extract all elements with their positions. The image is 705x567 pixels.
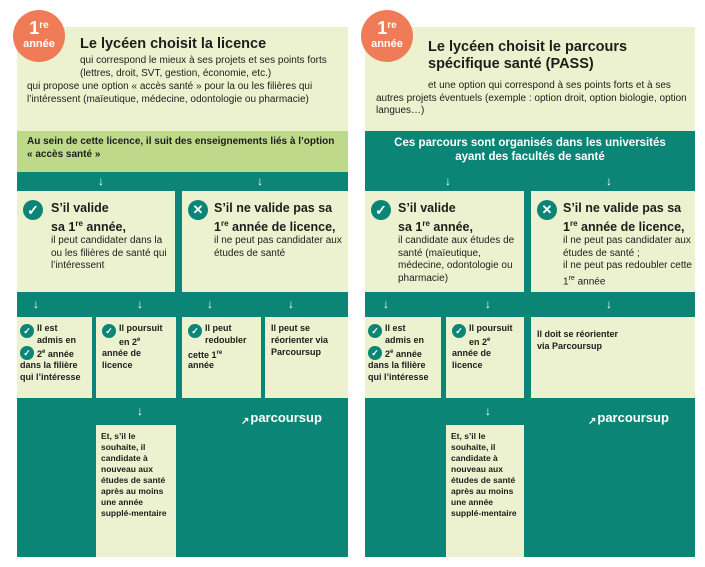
left-valid-box	[17, 191, 175, 292]
left-notvalid-text: il ne peut pas candidater aux études de santé	[214, 235, 342, 259]
right-intro: et une option qui correspond à ses points forts et à ses autres projets éventuels (exemple : option droit, option biologie, option langues…)	[376, 80, 687, 116]
right-valid-title-2: sa 1re année,	[398, 219, 473, 235]
left-notvalid-box	[182, 191, 348, 292]
right-valid-title-1: S’il valide	[398, 201, 456, 215]
left-valid-title-2: sa 1re année,	[51, 219, 126, 235]
left-valid-text: il peut candidater dans la ou les filières de santé qui l’intéressent	[51, 235, 167, 272]
parcoursup-logo: ↗parcoursup	[588, 410, 669, 427]
left-outcome-repeat: ✓ Il peut redoubler cette 1re année	[182, 317, 261, 398]
arrow-down-icon: ↓	[485, 404, 491, 418]
right-notvalid-text-2: il ne peut pas redoubler cette 1re année	[563, 260, 692, 287]
check-icon: ✓	[23, 200, 43, 220]
cross-icon: ✕	[537, 200, 557, 220]
left-notvalid-title-2: 1re année de licence,	[214, 219, 336, 235]
right-notvalid-title-1: S’il ne valide pas sa	[563, 201, 682, 215]
right-outcome-admitted: ✓ ✓ Il est admis en 2e année dans la filière qui l’intéresse	[365, 317, 441, 398]
check-icon: ✓	[188, 324, 202, 338]
arrow-down-icon: ↓	[485, 297, 491, 311]
arrow-down-icon: ↓	[383, 297, 389, 311]
left-tail-box: Et, s’il le souhaite, il candidate à nouveau aux études de santé après au moins une année supplé-mentaire	[96, 425, 176, 557]
left-strip-text: Au sein de cette licence, il suit des enseignements liés à l’option « accès santé »	[27, 136, 335, 160]
arrow-down-icon: ↓	[207, 297, 213, 311]
check-icon: ✓	[368, 346, 382, 360]
arrow-down-icon: ↓	[606, 297, 612, 311]
check-icon: ✓	[368, 324, 382, 338]
arrow-down-icon: ↓	[257, 174, 263, 188]
left-valid-title-1: S’il valide	[51, 201, 109, 215]
arrow-down-icon: ↓	[606, 174, 612, 188]
cross-icon: ✕	[188, 200, 208, 220]
right-notvalid-text-1: il ne peut pas candidater aux études de santé ;	[563, 235, 691, 259]
right-tail-box: Et, s’il le souhaite, il candidate à nouveau aux études de santé après au moins une année supplé-mentaire	[446, 425, 524, 557]
left-outcome-admitted: ✓ ✓ Il est admis en 2e année dans la filière qui l’intéresse	[17, 317, 92, 398]
right-valid-text: il candidate aux études de santé (maïeutique, médecine, odontologie ou pharmacie)	[398, 235, 515, 284]
arrow-down-icon: ↓	[33, 297, 39, 311]
left-year-badge: 1re année	[13, 10, 65, 62]
left-outcome-reorient: Il peut se réorienter via Parcoursup	[265, 317, 348, 398]
right-strip-line-2: ayant des facultés de santé	[455, 151, 605, 163]
arrow-down-icon: ↓	[137, 404, 143, 418]
parcoursup-logo: ↗parcoursup	[241, 410, 322, 427]
check-icon: ✓	[102, 324, 116, 338]
left-title: Le lycéen choisit la licence	[80, 36, 267, 52]
right-notvalid-title-2: 1re année de licence,	[563, 219, 685, 235]
check-icon: ✓	[371, 200, 391, 220]
right-title-1: Le lycéen choisit le parcours	[428, 39, 628, 55]
right-notvalid-box	[531, 191, 695, 292]
arrow-down-icon: ↓	[288, 297, 294, 311]
left-intro-2: qui propose une option « accès santé » pour la ou les filières qui l’intéressent (maïeutique, médecine, odontologie ou pharmacie)	[27, 81, 313, 105]
right-strip-line-1: Ces parcours sont organisés dans les universités	[394, 137, 666, 149]
left-notvalid-title-1: S’il ne valide pas sa	[214, 201, 333, 215]
check-icon: ✓	[452, 324, 466, 338]
right-valid-box	[365, 191, 524, 292]
right-title-2: spécifique santé (PASS)	[428, 56, 594, 72]
left-outcome-continue: ✓ Il poursuit en 2e année de licence	[96, 317, 176, 398]
check-icon: ✓	[20, 324, 34, 338]
right-outcome-continue: ✓ Il poursuit en 2e année de licence	[446, 317, 524, 398]
left-intro-1: qui correspond le mieux à ses projets et ses points forts (lettres, droit, SVT, gestion, économie, etc.)	[80, 55, 327, 79]
check-icon: ✓	[20, 346, 34, 360]
arrow-down-icon: ↓	[137, 297, 143, 311]
right-outcome-reorient: Il doit se réorienter via Parcoursup	[531, 317, 695, 398]
right-year-badge: 1re année	[361, 10, 413, 62]
arrow-down-icon: ↓	[98, 174, 104, 188]
arrow-down-icon: ↓	[445, 174, 451, 188]
